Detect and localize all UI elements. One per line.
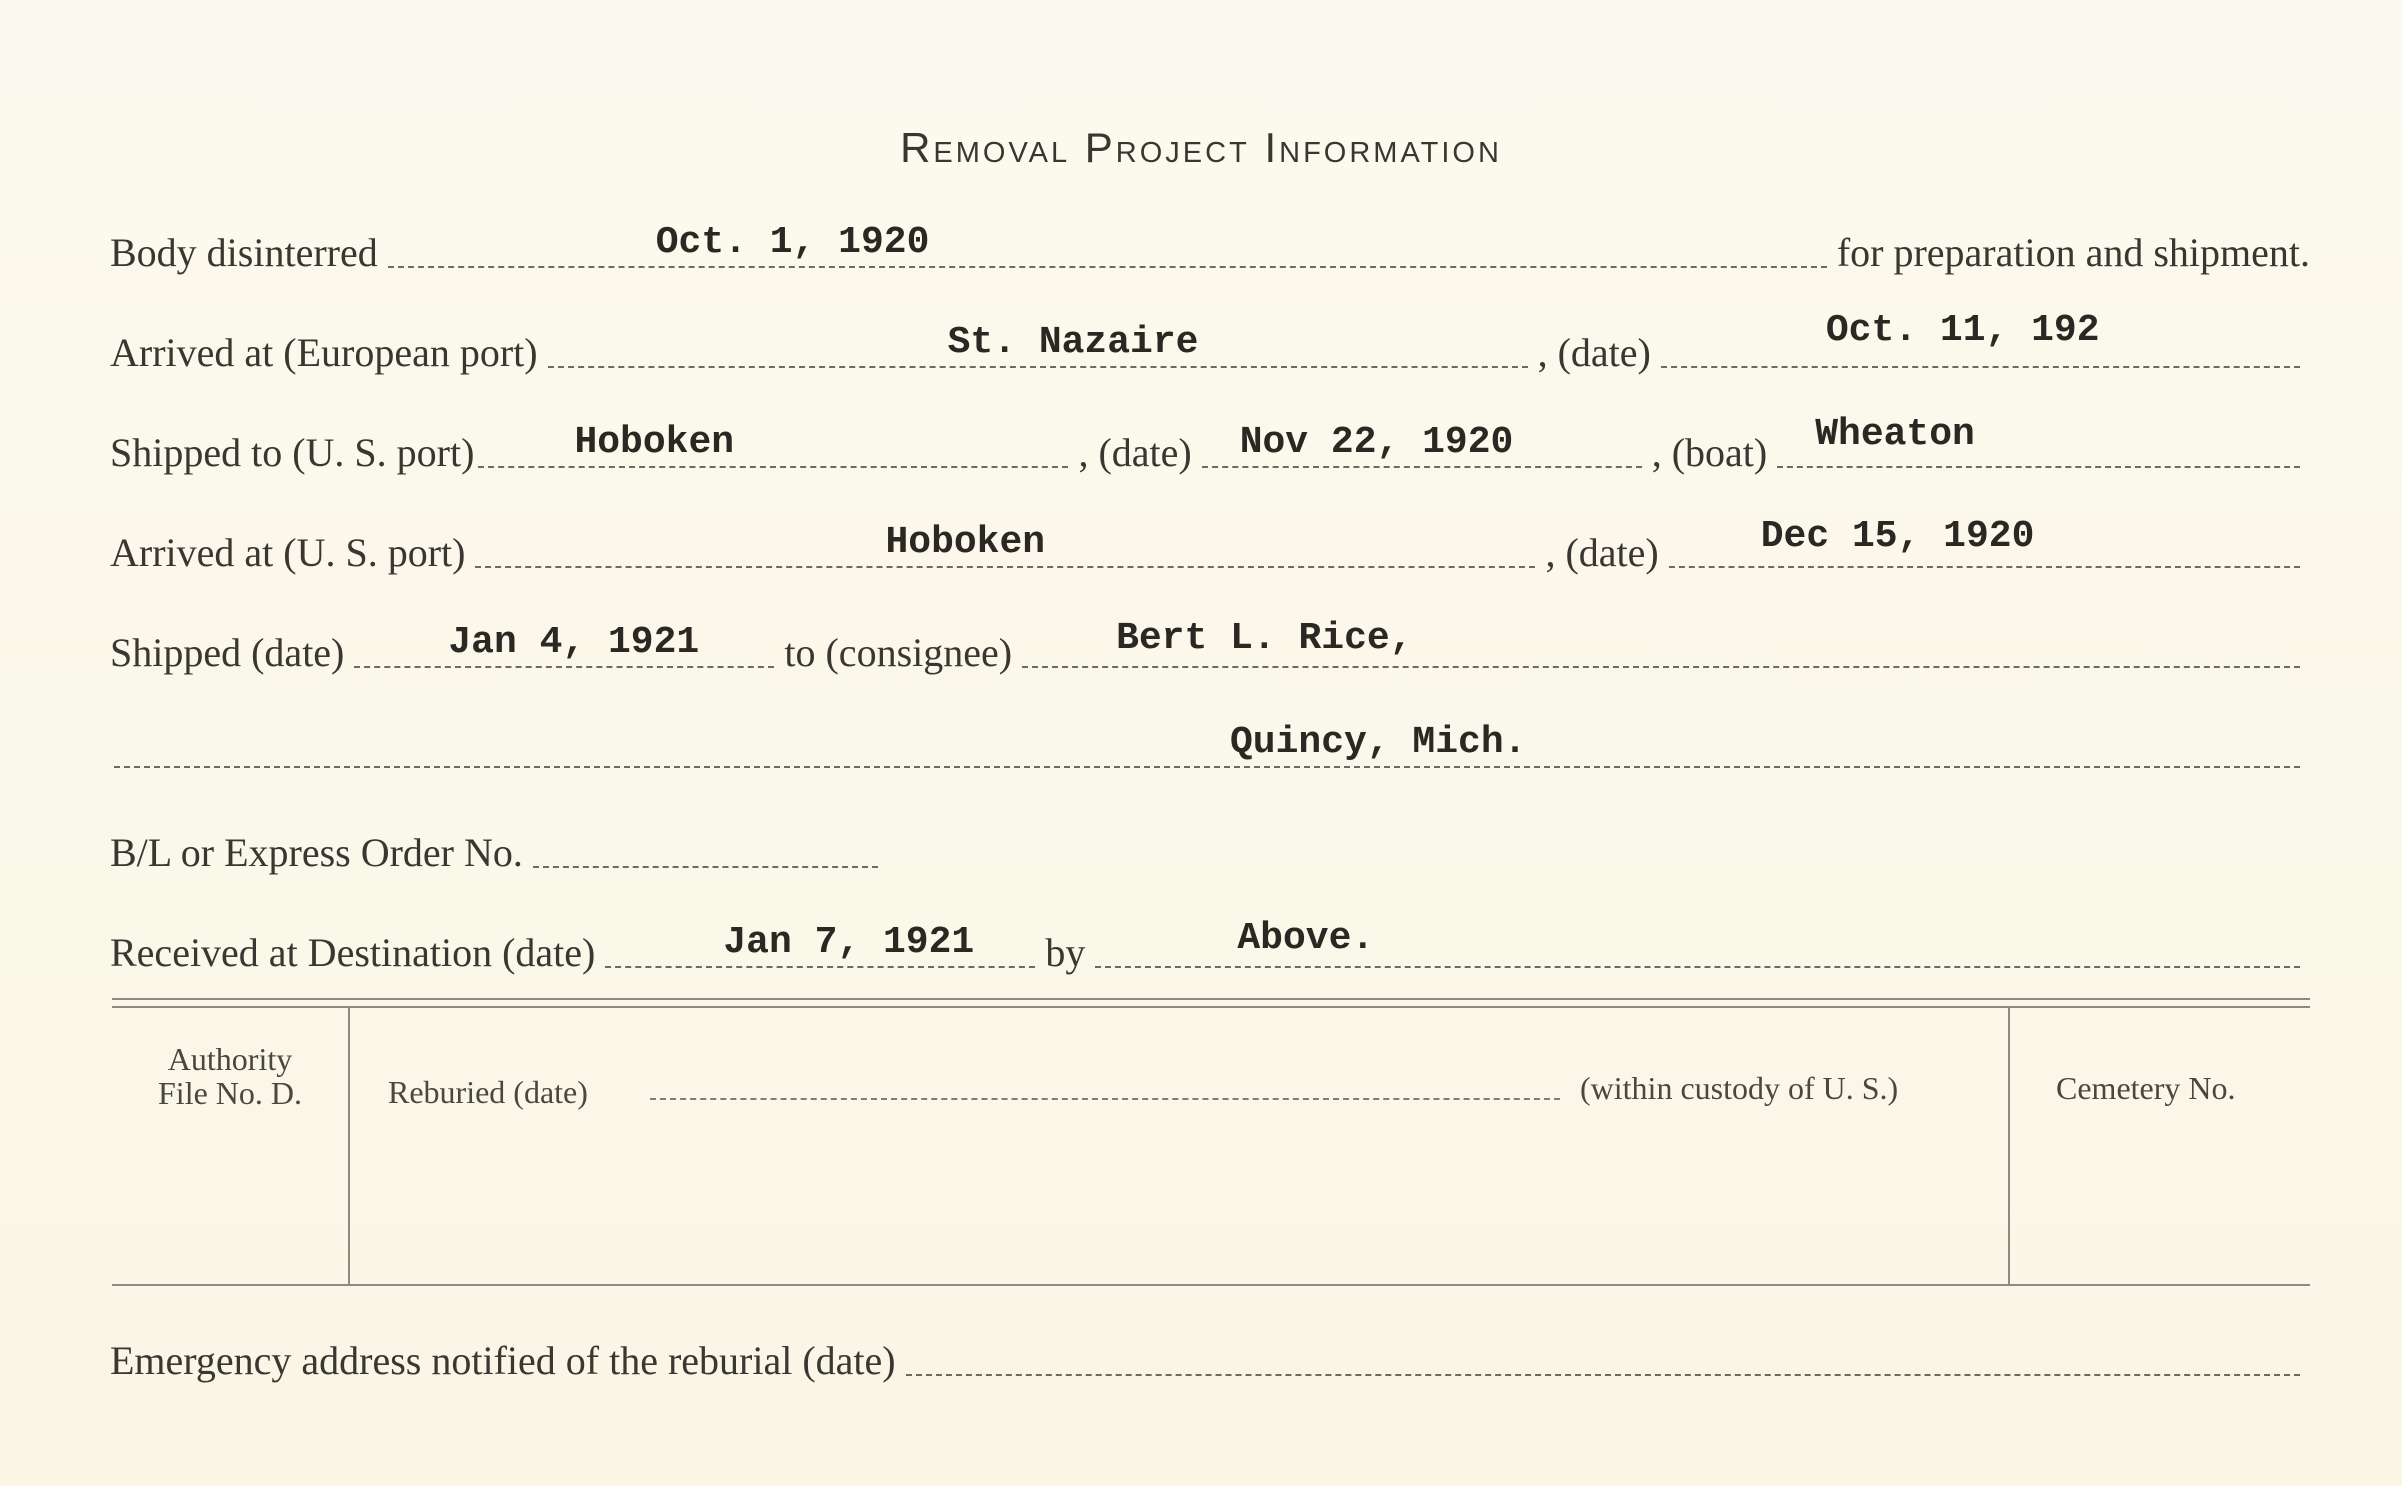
arrived-europe-port-field[interactable] [548, 321, 1528, 368]
reburied-label: Reburied (date) [388, 1074, 588, 1110]
consignee-address: Quincy, Mich. [1230, 721, 1527, 764]
received-label: Received at Destination (date) [110, 930, 596, 975]
arrived-europe-date-label: , (date) [1537, 330, 1651, 375]
box-bottom-rule [112, 1284, 2310, 1286]
shipped-us-boat-label: , (boat) [1651, 430, 1768, 475]
row-shipped-us [110, 413, 2310, 480]
row-emergency [110, 1338, 2310, 1388]
disinterred-label: Body disinterred [110, 230, 378, 275]
shipped-us-date-field[interactable] [1202, 421, 1642, 468]
received-date: Jan 7, 1921 [723, 921, 975, 964]
row-disinterred [110, 221, 2310, 280]
cemetery-label: Cemetery No. [2056, 1070, 2236, 1106]
received-by-field[interactable] [1095, 917, 2300, 968]
authority-line2: File No. D. [158, 1075, 302, 1111]
disinterred-value: Oct. 1, 1920 [655, 221, 930, 264]
shipped-us-boat-field[interactable] [1777, 413, 2300, 468]
row-arrived-us [110, 515, 2310, 580]
arrived-europe-date: Oct. 11, 192 [1825, 309, 2100, 352]
row-bl [110, 830, 2310, 880]
bl-field[interactable] [533, 838, 878, 868]
arrived-europe-label: Arrived at (European port) [110, 330, 538, 375]
disinterred-field[interactable] [388, 221, 1827, 268]
custody-label: (within custody of U. S.) [1580, 1070, 1899, 1106]
consignee-field[interactable] [1022, 617, 2300, 668]
shipped-label: Shipped (date) [110, 630, 345, 675]
arrived-us-date: Dec 15, 1920 [1760, 515, 2035, 558]
shipped-us-label: Shipped to (U. S. port) [110, 430, 475, 475]
shipped-us-date-label: , (date) [1078, 430, 1192, 475]
consignee-label: to (consignee) [784, 630, 1013, 675]
card-title: Removal Project Information [900, 124, 1502, 171]
row-arrived-europe [110, 309, 2310, 380]
received-by-label: by [1045, 930, 1086, 975]
emergency-field[interactable] [906, 1346, 2300, 1376]
shipped-date: Jan 4, 1921 [448, 621, 700, 664]
arrived-us-port-field[interactable] [475, 521, 1535, 568]
authority-cell [150, 1042, 310, 1110]
shipped-us-date: Nov 22, 1920 [1239, 421, 1514, 464]
shipped-us-port-field[interactable] [478, 421, 1068, 468]
box-top-rule-2 [112, 1006, 2310, 1008]
shipped-date-field[interactable] [354, 621, 774, 668]
shipped-us-port: Hoboken [574, 421, 735, 464]
arrived-us-label: Arrived at (U. S. port) [110, 530, 466, 575]
received-by: Above. [1237, 917, 1375, 960]
shipped-us-boat: Wheaton [1815, 413, 1975, 456]
arrived-us-date-field[interactable] [1669, 515, 2300, 568]
box-divider-right [2008, 1008, 2010, 1284]
arrived-us-date-label: , (date) [1545, 530, 1659, 575]
arrived-us-port: Hoboken [885, 521, 1046, 564]
box-top-rule-1 [112, 998, 2310, 1000]
consignee-name: Bert L. Rice, [1116, 617, 1413, 660]
arrived-europe-port: St. Nazaire [947, 321, 1199, 364]
box-divider-left [348, 1008, 350, 1284]
authority-line1: Authority [167, 1041, 293, 1077]
row-received [110, 917, 2310, 980]
row-shipped [110, 617, 2310, 680]
emergency-label: Emergency address notified of the reburial (date) [110, 1338, 896, 1383]
disinterred-suffix: for preparation and shipment. [1836, 230, 2310, 275]
row-consignee-address [110, 721, 2310, 780]
bl-label: B/L or Express Order No. [110, 830, 523, 875]
arrived-europe-date-field[interactable] [1661, 309, 2300, 368]
reburied-field[interactable] [650, 1098, 1560, 1100]
received-date-field[interactable] [605, 921, 1035, 968]
consignee-address-field[interactable] [114, 721, 2300, 768]
